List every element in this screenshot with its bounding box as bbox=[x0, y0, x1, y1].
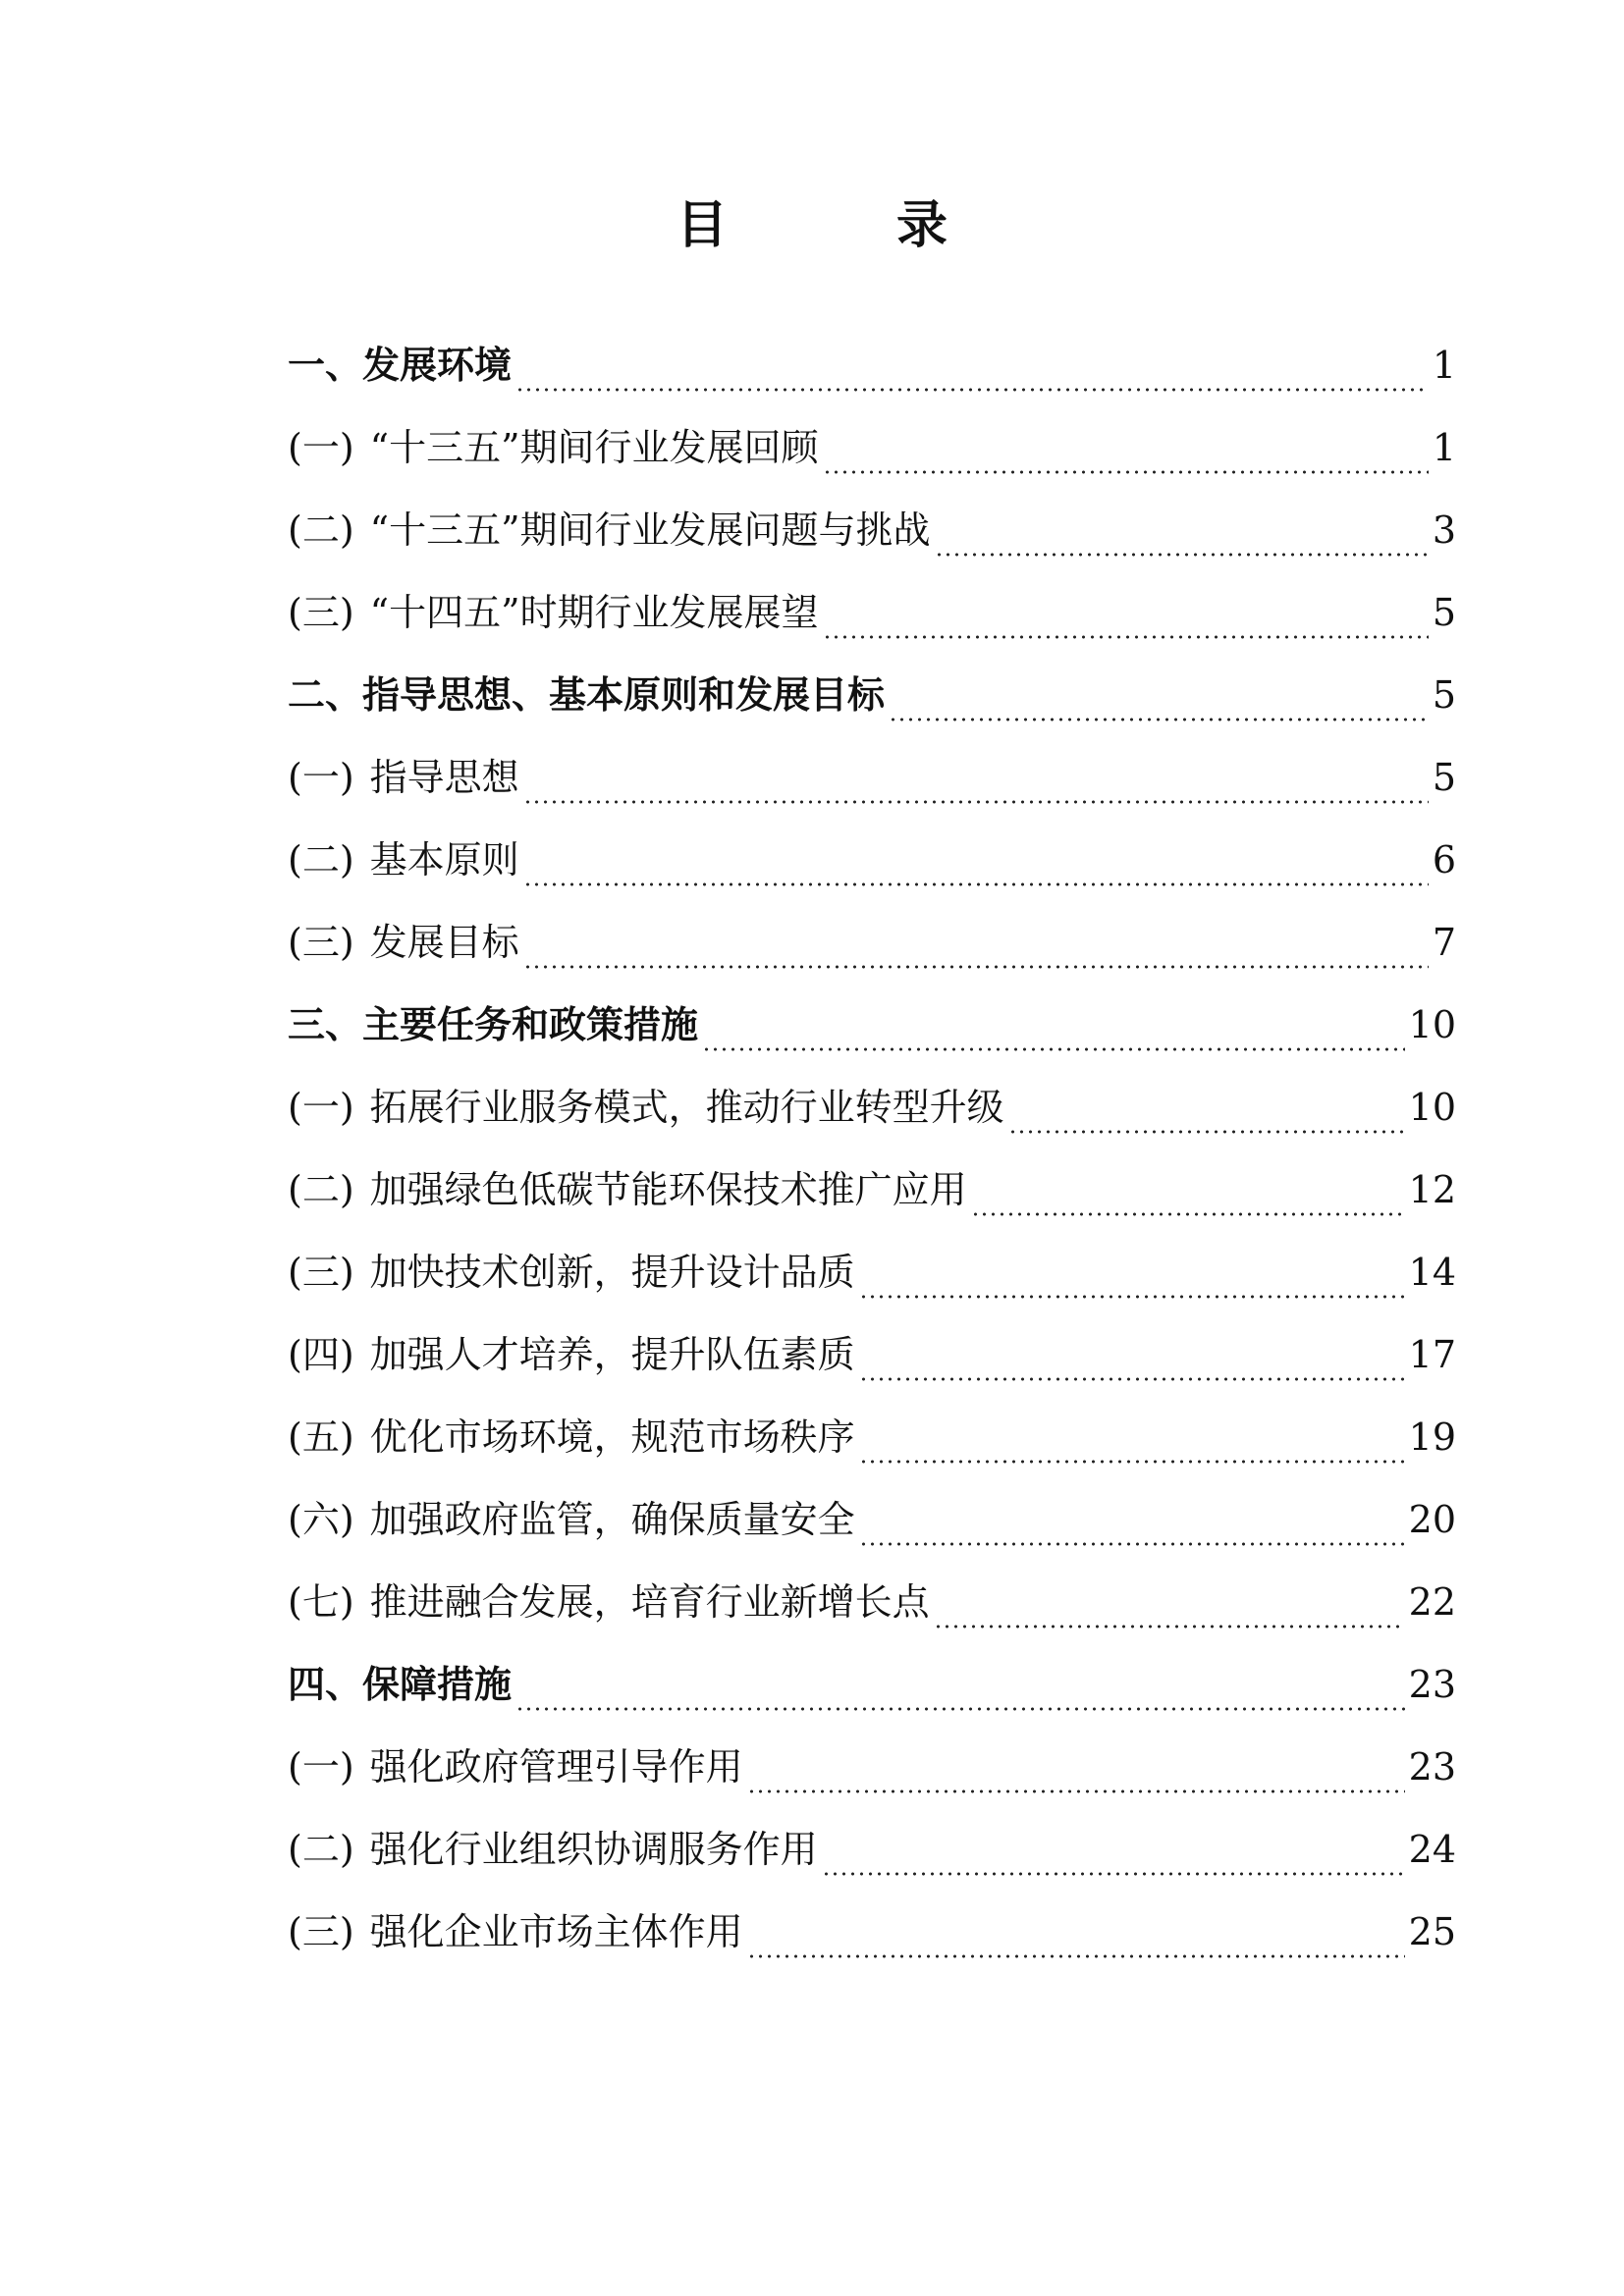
entry-title: 二、指导思想、基本原则和发展目标 bbox=[288, 672, 886, 717]
toc-entry[interactable] bbox=[288, 1066, 1456, 1148]
entry-prefix: (二) bbox=[288, 1828, 354, 1871]
entry-title: 三、主要任务和政策措施 bbox=[288, 1002, 699, 1046]
dot-leader bbox=[523, 848, 1429, 887]
entry-title: “十三五”期间行业发展回顾 bbox=[369, 426, 819, 469]
entry-title: 一、发展环境 bbox=[288, 343, 513, 387]
entry-prefix: (六) bbox=[288, 1498, 354, 1541]
entry-title: “十四五”时期行业发展展望 bbox=[369, 591, 819, 634]
dot-leader bbox=[934, 1590, 1405, 1629]
toc-entry[interactable] bbox=[288, 736, 1456, 819]
dot-leader bbox=[515, 1673, 1405, 1712]
dot-leader bbox=[823, 436, 1429, 475]
toc-entry[interactable] bbox=[288, 1808, 1456, 1891]
dot-leader bbox=[822, 1838, 1405, 1877]
entry-prefix: (一) bbox=[288, 756, 354, 799]
entry-prefix: (三) bbox=[288, 1910, 354, 1953]
entry-prefix: (二) bbox=[288, 508, 354, 552]
entry-prefix: (五) bbox=[288, 1415, 354, 1459]
dot-leader bbox=[889, 683, 1429, 722]
entry-title: 推进融合发展，培育行业新增长点 bbox=[369, 1580, 930, 1624]
toc-entry[interactable] bbox=[288, 1561, 1456, 1643]
page-number: 19 bbox=[1408, 1415, 1456, 1459]
table-of-contents bbox=[288, 324, 1456, 1973]
dot-leader bbox=[702, 1013, 1405, 1052]
page-number: 10 bbox=[1408, 1086, 1456, 1129]
entry-prefix: (一) bbox=[288, 1745, 354, 1789]
page-number: 23 bbox=[1408, 1663, 1456, 1706]
dot-leader bbox=[859, 1343, 1405, 1382]
toc-entry[interactable] bbox=[288, 654, 1456, 736]
page-number: 7 bbox=[1432, 921, 1456, 964]
page-number: 14 bbox=[1408, 1251, 1456, 1294]
entry-title: 加强人才培养，提升队伍素质 bbox=[369, 1333, 855, 1376]
page-number: 23 bbox=[1408, 1745, 1456, 1789]
toc-entry[interactable] bbox=[288, 1313, 1456, 1396]
entry-title: 发展目标 bbox=[369, 921, 519, 964]
toc-entry[interactable] bbox=[288, 1891, 1456, 1973]
page-number: 20 bbox=[1408, 1498, 1456, 1541]
entry-prefix: (三) bbox=[288, 591, 354, 634]
entry-title: 四、保障措施 bbox=[288, 1662, 513, 1706]
dot-leader bbox=[859, 1425, 1405, 1465]
entry-prefix: (七) bbox=[288, 1580, 354, 1624]
entry-title: 强化政府管理引导作用 bbox=[369, 1745, 743, 1789]
page-number: 24 bbox=[1408, 1828, 1456, 1871]
entry-title: 指导思想 bbox=[369, 756, 519, 799]
dot-leader bbox=[515, 353, 1429, 393]
page-number: 1 bbox=[1432, 426, 1456, 469]
toc-entry[interactable] bbox=[288, 571, 1456, 654]
dot-leader bbox=[747, 1755, 1405, 1794]
toc-entry[interactable] bbox=[288, 324, 1456, 406]
page-number: 3 bbox=[1432, 508, 1456, 552]
entry-prefix: (三) bbox=[288, 921, 354, 964]
toc-entry[interactable] bbox=[288, 489, 1456, 571]
entry-title: 加快技术创新，提升设计品质 bbox=[369, 1251, 855, 1294]
dot-leader bbox=[1008, 1095, 1405, 1135]
page-number: 5 bbox=[1432, 591, 1456, 634]
page-number: 25 bbox=[1408, 1910, 1456, 1953]
toc-entry[interactable] bbox=[288, 1478, 1456, 1561]
entry-prefix: (三) bbox=[288, 1251, 354, 1294]
entry-title: 加强政府监管，确保质量安全 bbox=[369, 1498, 855, 1541]
entry-title: 加强绿色低碳节能环保技术推广应用 bbox=[369, 1168, 967, 1211]
entry-title: 优化市场环境，规范市场秩序 bbox=[369, 1415, 855, 1459]
dot-leader bbox=[747, 1920, 1405, 1959]
dot-leader bbox=[523, 766, 1429, 805]
page-number: 5 bbox=[1432, 673, 1456, 717]
dot-leader bbox=[823, 601, 1429, 640]
entry-prefix: (二) bbox=[288, 838, 354, 881]
dot-leader bbox=[935, 518, 1429, 558]
toc-entry[interactable] bbox=[288, 1726, 1456, 1808]
page-number: 22 bbox=[1408, 1580, 1456, 1624]
entry-title: 强化企业市场主体作用 bbox=[369, 1910, 743, 1953]
toc-entry[interactable] bbox=[288, 819, 1456, 901]
entry-title: 拓展行业服务模式，推动行业转型升级 bbox=[369, 1086, 1004, 1129]
toc-entry[interactable] bbox=[288, 406, 1456, 489]
entry-prefix: (二) bbox=[288, 1168, 354, 1211]
page-number: 17 bbox=[1408, 1333, 1456, 1376]
toc-entry[interactable] bbox=[288, 1396, 1456, 1478]
dot-leader bbox=[523, 931, 1429, 970]
page-title: 目 录 bbox=[676, 195, 1006, 255]
dot-leader bbox=[859, 1508, 1405, 1547]
toc-entry[interactable] bbox=[288, 1231, 1456, 1313]
page-number: 10 bbox=[1408, 1003, 1456, 1046]
entry-title: 基本原则 bbox=[369, 838, 519, 881]
entry-title: 强化行业组织协调服务作用 bbox=[369, 1828, 818, 1871]
entry-title: “十三五”期间行业发展问题与挑战 bbox=[369, 508, 931, 552]
entry-prefix: (一) bbox=[288, 426, 354, 469]
dot-leader bbox=[971, 1178, 1405, 1217]
toc-entry[interactable] bbox=[288, 984, 1456, 1066]
toc-entry[interactable] bbox=[288, 1643, 1456, 1726]
page-number: 12 bbox=[1408, 1168, 1456, 1211]
dot-leader bbox=[859, 1260, 1405, 1300]
toc-entry[interactable] bbox=[288, 1148, 1456, 1231]
page-number: 5 bbox=[1432, 756, 1456, 799]
entry-prefix: (四) bbox=[288, 1333, 354, 1376]
page-number: 1 bbox=[1432, 344, 1456, 387]
entry-prefix: (一) bbox=[288, 1086, 354, 1129]
toc-entry[interactable] bbox=[288, 901, 1456, 984]
page-number: 6 bbox=[1432, 838, 1456, 881]
